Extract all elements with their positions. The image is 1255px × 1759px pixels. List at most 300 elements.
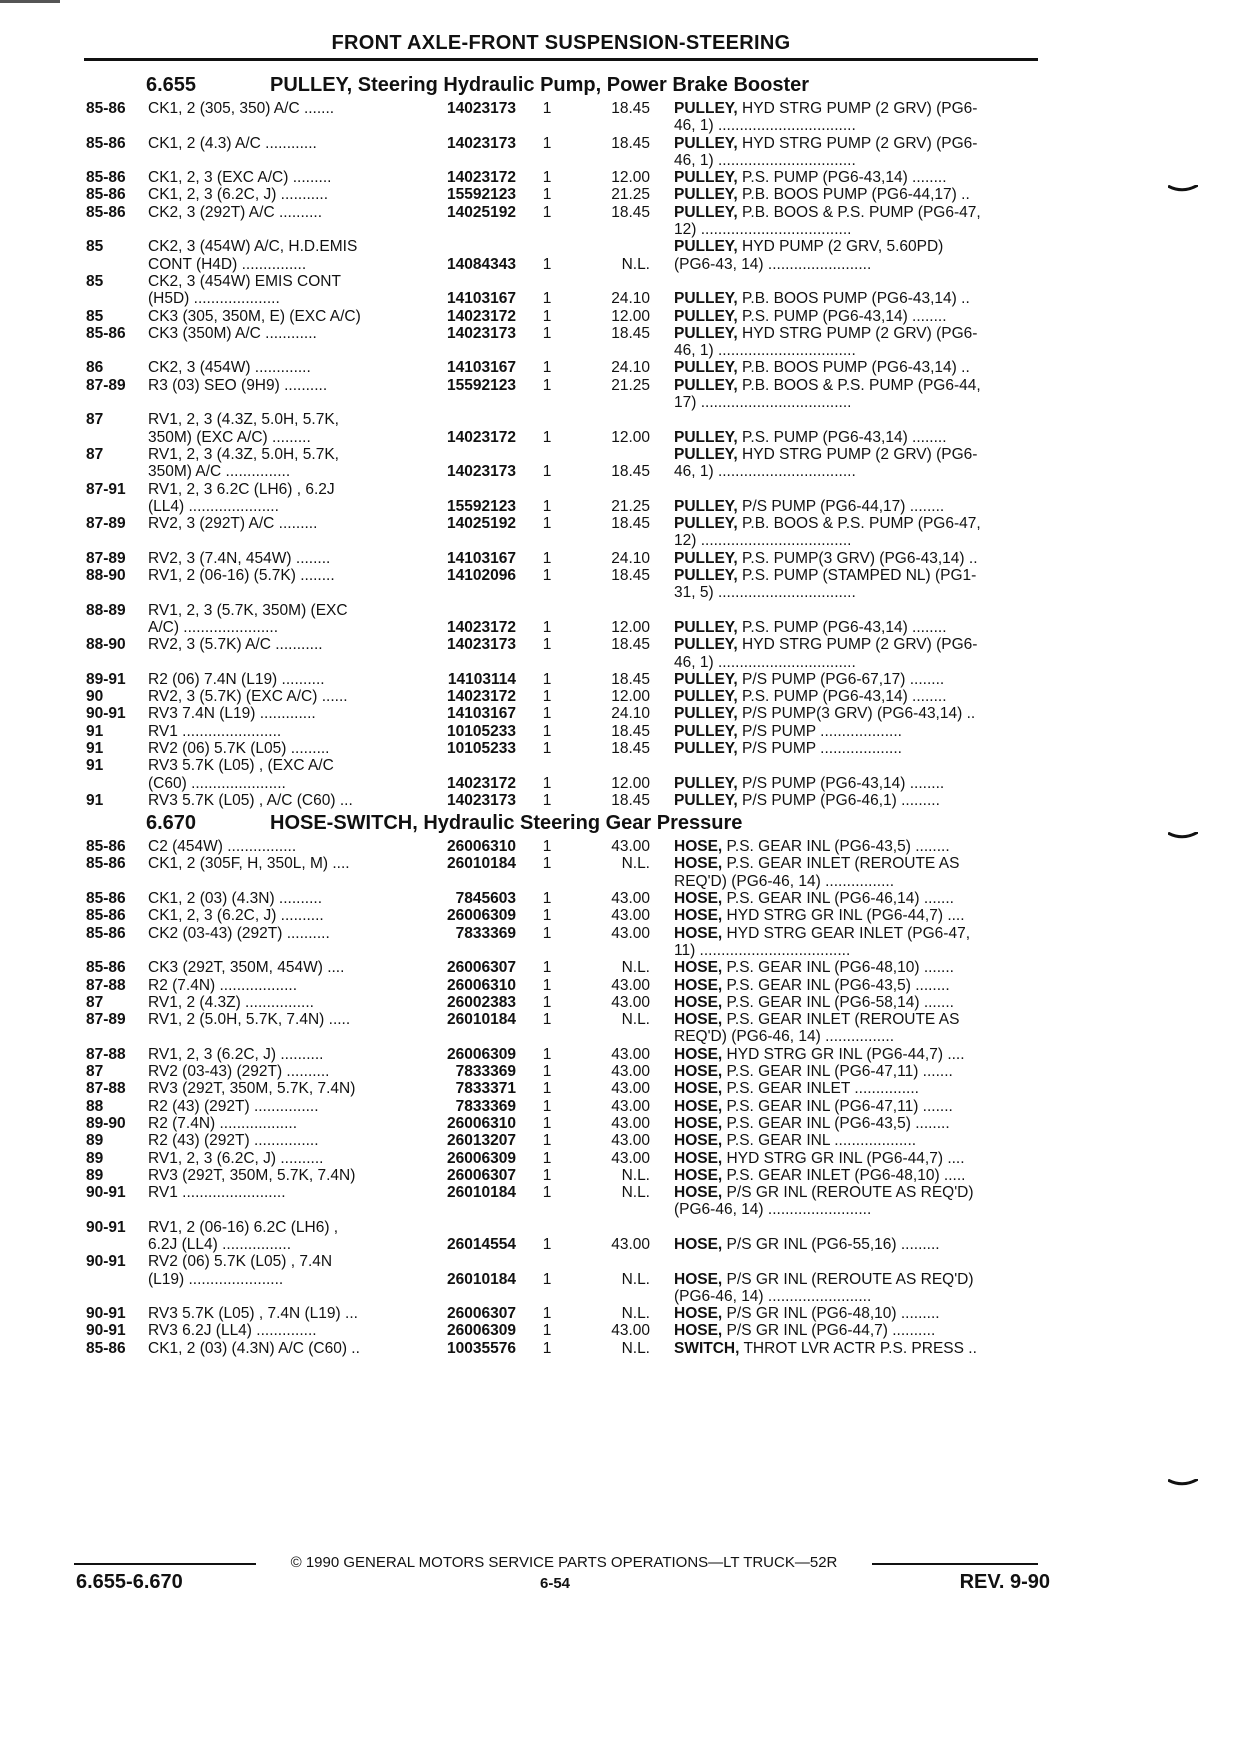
model-years: 91 — [86, 757, 104, 775]
model-application — [148, 1150, 468, 1167]
price: 18.45 — [611, 739, 650, 757]
description-text: HYD STRG GEAR INLET (PG6-47, — [726, 924, 971, 942]
description-text: P.S. PUMP(3 GRV) (PG6-43,14) .. — [742, 549, 978, 567]
model-line: CK1, 2 (4.3) A/C ............ — [148, 134, 317, 152]
model-application — [148, 994, 468, 1011]
description-line — [674, 890, 1042, 907]
description-line — [674, 1115, 1042, 1132]
model-years: 87-89 — [86, 376, 126, 394]
quantity: 1 — [542, 428, 552, 446]
part-row — [86, 602, 1044, 637]
description-line — [674, 359, 1042, 376]
description-noun: HOSE, — [674, 1097, 723, 1115]
model-application — [148, 838, 468, 855]
part-number: 14102096 — [447, 567, 516, 585]
model-line: RV1, 2 (06-16) 6.2C (LH6) , — [148, 1218, 339, 1236]
description-noun: PULLEY, — [674, 549, 738, 567]
quantity: 1 — [542, 993, 552, 1011]
description-text: P.S. PUMP (PG6-43,14) ........ — [742, 688, 947, 706]
description-text: (PG6-46, 14) ........................ — [674, 1287, 872, 1305]
description-line — [674, 325, 1042, 342]
model-line: RV3 7.4N (L19) ............. — [148, 705, 316, 723]
description-noun: PULLEY, — [674, 618, 738, 636]
model-years: 87-88 — [86, 1080, 126, 1098]
part-row — [86, 792, 1044, 809]
model-application — [148, 515, 468, 532]
part-description — [674, 1150, 1042, 1167]
binder-hole-mark-icon — [1168, 185, 1198, 193]
part-description — [674, 1184, 1042, 1219]
model-line: RV2 (06) 5.7K (L05) ......... — [148, 739, 330, 757]
description-noun: PULLEY, — [674, 290, 738, 308]
description-text: HYD STRG PUMP (2 GRV) (PG6- — [742, 134, 978, 152]
model-application — [148, 1184, 468, 1201]
part-description — [674, 169, 1042, 186]
description-text: 46, 1) ................................ — [674, 151, 856, 169]
description-noun: PULLEY, — [674, 774, 738, 792]
price: 43.00 — [611, 1063, 650, 1081]
quantity: 1 — [542, 203, 552, 221]
description-noun: HOSE, — [674, 1063, 723, 1081]
part-description — [674, 959, 1042, 976]
part-number: 14084343 — [447, 255, 516, 273]
quantity: 1 — [542, 463, 552, 481]
quantity: 1 — [542, 855, 552, 873]
model-line: R2 (43) (292T) ............... — [148, 1097, 319, 1115]
quantity: 1 — [542, 959, 552, 977]
part-row — [86, 1080, 1044, 1097]
price: 12.00 — [611, 774, 650, 792]
description-line — [674, 1219, 1042, 1236]
model-years: 88-89 — [86, 601, 126, 619]
part-number: 14023172 — [447, 307, 516, 325]
part-description — [674, 446, 1042, 481]
model-line: CK2, 3 (292T) A/C .......... — [148, 203, 323, 221]
quantity: 1 — [542, 739, 552, 757]
model-line: CK1, 2, 3 (6.2C, J) .......... — [148, 907, 324, 925]
binder-hole-mark-icon — [1168, 1479, 1198, 1487]
description-noun: HOSE, — [674, 1045, 723, 1063]
model-line: RV1, 2 (06-16) (5.7K) ........ — [148, 567, 335, 585]
part-description — [674, 907, 1042, 924]
description-line — [674, 907, 1042, 924]
price: N.L. — [621, 1011, 650, 1029]
footer-page-number: 6-54 — [539, 1575, 571, 1592]
price: 18.45 — [611, 463, 650, 481]
description-text: 46, 1) ................................ — [674, 653, 856, 671]
model-line: RV1, 2, 3 (5.7K, 350M) (EXC — [148, 601, 348, 619]
description-text: HYD STRG GR INL (PG6-44,7) .... — [726, 1045, 965, 1063]
model-years: 85 — [86, 307, 104, 325]
description-line — [674, 740, 1042, 757]
model-application — [148, 602, 468, 637]
price: 12.00 — [611, 688, 650, 706]
model-application — [148, 204, 468, 221]
model-application — [148, 411, 468, 446]
model-years: 85-86 — [86, 100, 126, 117]
description-text: P/S GR INL (PG6-44,7) .......... — [726, 1322, 936, 1340]
description-line — [674, 1322, 1042, 1339]
price: N.L. — [621, 855, 650, 873]
model-years: 89-91 — [86, 670, 126, 688]
model-line: RV3 (292T, 350M, 5.7K, 7.4N) — [148, 1080, 356, 1098]
part-row — [86, 723, 1044, 740]
description-text: HYD STRG PUMP (2 GRV) (PG6- — [742, 445, 978, 463]
part-number: 26006310 — [447, 976, 516, 994]
price: 43.00 — [611, 838, 650, 856]
description-text: P/S PUMP (PG6-46,1) ......... — [742, 791, 940, 809]
part-number: 26006307 — [447, 1305, 516, 1323]
part-row — [86, 838, 1044, 855]
part-row — [86, 1219, 1044, 1254]
part-number: 26006309 — [447, 907, 516, 925]
model-years: 90-91 — [86, 705, 126, 723]
quantity: 1 — [542, 134, 552, 152]
model-line: CK2, 3 (454W) ............. — [148, 359, 311, 377]
model-years: 85-86 — [86, 324, 126, 342]
price: 18.45 — [611, 567, 650, 585]
quantity: 1 — [542, 1097, 552, 1115]
description-text: 46, 1) ................................ — [674, 342, 856, 360]
model-years: 87-88 — [86, 1045, 126, 1063]
quantity: 1 — [542, 1305, 552, 1323]
description-noun: PULLEY, — [674, 169, 738, 187]
quantity: 1 — [542, 976, 552, 994]
description-noun: HOSE, — [674, 1149, 723, 1167]
description-line — [674, 1201, 1042, 1218]
part-row — [86, 100, 1044, 135]
quantity: 1 — [542, 791, 552, 809]
description-line — [674, 1236, 1042, 1253]
description-line — [674, 463, 1042, 480]
footer-copyright: © 1990 GENERAL MOTORS SERVICE PARTS OPERATIONS—LT TRUCK—52R — [290, 1554, 838, 1571]
description-line — [674, 705, 1042, 722]
model-application — [148, 273, 468, 308]
part-row — [86, 890, 1044, 907]
model-years: 89 — [86, 1149, 104, 1167]
quantity: 1 — [542, 359, 552, 377]
model-years: 87 — [86, 1063, 104, 1081]
description-line — [674, 654, 1042, 671]
part-number: 15592123 — [447, 186, 516, 204]
model-years: 91 — [86, 791, 104, 809]
part-number: 26002383 — [447, 993, 516, 1011]
model-years: 90-91 — [86, 1322, 126, 1340]
description-noun: HOSE, — [674, 1080, 723, 1098]
quantity: 1 — [542, 186, 552, 204]
part-description — [674, 688, 1042, 705]
description-text: P/S GR INL (PG6-55,16) ......... — [726, 1236, 940, 1253]
scan-edge-mark — [0, 0, 60, 3]
part-description — [674, 1340, 1042, 1357]
description-noun: PULLEY, — [674, 100, 738, 117]
model-line: RV2, 3 (7.4N, 454W) ........ — [148, 549, 331, 567]
quantity: 1 — [542, 1339, 552, 1357]
description-text: HYD STRG PUMP (2 GRV) (PG6- — [742, 636, 978, 654]
description-line — [674, 838, 1042, 855]
model-application — [148, 100, 468, 117]
price: 43.00 — [611, 907, 650, 925]
model-years: 89-90 — [86, 1114, 126, 1132]
model-application — [148, 238, 468, 273]
part-row — [86, 481, 1044, 516]
part-row — [86, 994, 1044, 1011]
model-line: CONT (H4D) ............... — [148, 255, 307, 273]
part-number: 7833369 — [455, 924, 516, 942]
price: 18.45 — [611, 722, 650, 740]
part-description — [674, 1322, 1042, 1339]
description-line — [674, 1167, 1042, 1184]
part-number: 26006309 — [447, 1045, 516, 1063]
description-text: 31, 5) ................................ — [674, 584, 856, 602]
description-line — [674, 792, 1042, 809]
model-application — [148, 1098, 468, 1115]
description-line — [674, 1253, 1042, 1270]
model-application — [148, 550, 468, 567]
model-line: RV2 (06) 5.7K (L05) , 7.4N — [148, 1253, 333, 1271]
part-description — [674, 994, 1042, 1011]
price: 18.45 — [611, 134, 650, 152]
section-heading — [86, 74, 1044, 97]
part-row — [86, 977, 1044, 994]
description-noun: PULLEY, — [674, 324, 738, 342]
part-row — [86, 325, 1044, 360]
model-application — [148, 907, 468, 924]
description-line — [674, 256, 1042, 273]
description-text: 46, 1) ................................ — [674, 463, 856, 481]
part-number: 26006309 — [447, 1149, 516, 1167]
part-description — [674, 498, 1042, 515]
part-description — [674, 290, 1042, 307]
part-description — [674, 325, 1042, 360]
part-description — [674, 359, 1042, 376]
description-noun: HOSE, — [674, 1270, 723, 1288]
part-description — [674, 238, 1042, 273]
description-noun: PULLEY, — [674, 722, 738, 740]
description-text: P/S PUMP(3 GRV) (PG6-43,14) .. — [742, 705, 976, 723]
description-noun: HOSE, — [674, 993, 723, 1011]
price: 24.10 — [611, 359, 650, 377]
description-text: P.B. BOOS PUMP (PG6-44,17) .. — [742, 186, 970, 204]
part-number: 10105233 — [447, 739, 516, 757]
quantity: 1 — [542, 618, 552, 636]
description-line — [674, 1305, 1042, 1322]
description-line — [674, 394, 1042, 411]
model-line: RV1, 2, 3 (4.3Z, 5.0H, 5.7K, — [148, 445, 339, 463]
quantity: 1 — [542, 307, 552, 325]
description-text: P.S. GEAR INLET (PG6-48,10) ..... — [726, 1166, 966, 1184]
part-number: 15592123 — [447, 376, 516, 394]
part-number: 26010184 — [447, 1184, 516, 1202]
quantity: 1 — [542, 515, 552, 533]
description-text: P/S GR INL (PG6-48,10) ......... — [726, 1305, 940, 1323]
model-line: RV2 (03-43) (292T) .......... — [148, 1063, 330, 1081]
part-description — [674, 1253, 1042, 1305]
model-application — [148, 740, 468, 757]
description-text: P.S. PUMP (PG6-43,14) ........ — [742, 307, 947, 325]
part-row — [86, 757, 1044, 792]
quantity: 1 — [542, 774, 552, 792]
model-application — [148, 855, 468, 872]
model-application — [148, 1046, 468, 1063]
description-noun: PULLEY, — [674, 428, 738, 446]
description-noun: PULLEY, — [674, 497, 738, 515]
quantity: 1 — [542, 1080, 552, 1098]
header-rule — [84, 58, 1038, 61]
part-number: 14103167 — [447, 705, 516, 723]
part-number: 26006310 — [447, 838, 516, 856]
price: N.L. — [621, 255, 650, 273]
model-line: R2 (7.4N) .................. — [148, 1114, 298, 1132]
description-line — [674, 446, 1042, 463]
quantity: 1 — [542, 1270, 552, 1288]
part-description — [674, 429, 1042, 446]
part-description — [674, 890, 1042, 907]
part-number: 14023172 — [447, 688, 516, 706]
price: N.L. — [621, 1184, 650, 1202]
description-text: P.S. GEAR INLET (REROUTE AS — [726, 855, 960, 873]
model-line: RV1, 2, 3 (6.2C, J) .......... — [148, 1149, 324, 1167]
quantity: 1 — [542, 688, 552, 706]
description-text: P/S PUMP (PG6-43,14) ........ — [742, 774, 945, 792]
model-application — [148, 925, 468, 942]
part-description — [674, 204, 1042, 239]
quantity: 1 — [542, 636, 552, 654]
model-years: 85-86 — [86, 855, 126, 873]
model-years: 85 — [86, 272, 104, 290]
part-description — [674, 925, 1042, 960]
part-number: 14023173 — [447, 100, 516, 117]
part-row — [86, 705, 1044, 722]
model-application — [148, 1305, 468, 1322]
part-description — [674, 308, 1042, 325]
description-text: P/S PUMP ................... — [742, 722, 902, 740]
model-years: 90-91 — [86, 1305, 126, 1323]
model-line: RV1 ........................ — [148, 1184, 286, 1202]
part-row — [86, 273, 1044, 308]
description-noun: HOSE, — [674, 855, 723, 873]
quantity: 1 — [542, 1236, 552, 1253]
description-text: HYD PUMP (2 GRV, 5.60PD) — [742, 238, 944, 256]
price: 12.00 — [611, 618, 650, 636]
price: 43.00 — [611, 1149, 650, 1167]
part-row — [86, 204, 1044, 239]
description-text: 12) ................................... — [674, 221, 852, 239]
description-noun: PULLEY, — [674, 307, 738, 325]
model-line: CK2, 3 (454W) EMIS CONT — [148, 272, 341, 290]
description-text: P.S. GEAR INLET (REROUTE AS — [726, 1011, 960, 1029]
model-line: CK3 (305, 350M, E) (EXC A/C) — [148, 307, 361, 325]
description-text: HYD STRG PUMP (2 GRV) (PG6- — [742, 324, 978, 342]
part-description — [674, 757, 1042, 792]
description-text: P/S PUMP ................... — [742, 739, 902, 757]
part-number: 26010184 — [447, 1270, 516, 1288]
description-text: THROT LVR ACTR P.S. PRESS .. — [743, 1339, 977, 1357]
part-row — [86, 1011, 1044, 1046]
part-number: 14103114 — [447, 670, 516, 688]
model-years: 85-86 — [86, 169, 126, 187]
description-line — [674, 1028, 1042, 1045]
description-line — [674, 1132, 1042, 1149]
description-line — [674, 221, 1042, 238]
model-years: 85-86 — [86, 890, 126, 908]
description-noun: HOSE, — [674, 976, 723, 994]
parts-listing — [86, 74, 1044, 1360]
model-line: RV2, 3 (292T) A/C ......... — [148, 515, 318, 533]
description-text: P.S. GEAR INL (PG6-46,14) ....... — [726, 890, 954, 908]
quantity: 1 — [542, 169, 552, 187]
description-text: P.S. GEAR INL (PG6-58,14) ....... — [726, 993, 954, 1011]
model-application — [148, 377, 468, 394]
model-application — [148, 567, 468, 584]
description-line — [674, 1063, 1042, 1080]
part-number: 14023172 — [447, 618, 516, 636]
quantity: 1 — [542, 1184, 552, 1202]
description-noun: PULLEY, — [674, 567, 738, 585]
description-text: P.S. PUMP (PG6-43,14) ........ — [742, 169, 947, 187]
description-text: 17) ................................... — [674, 394, 852, 412]
price: 43.00 — [611, 1132, 650, 1150]
part-row — [86, 1063, 1044, 1080]
description-text: (PG6-46, 14) ........................ — [674, 1201, 872, 1219]
part-description — [674, 671, 1042, 688]
price: 24.10 — [611, 549, 650, 567]
part-description — [674, 1115, 1042, 1132]
price: 21.25 — [611, 497, 650, 515]
price: 12.00 — [611, 169, 650, 187]
model-application — [148, 792, 468, 809]
part-description — [674, 515, 1042, 550]
model-line: R2 (06) 7.4N (L19) .......... — [148, 670, 325, 688]
part-description — [674, 135, 1042, 170]
part-description — [674, 186, 1042, 203]
description-noun: HOSE, — [674, 838, 723, 856]
model-application — [148, 1322, 468, 1339]
description-noun: PULLEY, — [674, 739, 738, 757]
model-line: RV3 (292T, 350M, 5.7K, 7.4N) — [148, 1166, 356, 1184]
model-application — [148, 186, 468, 203]
part-number: 7833369 — [455, 1063, 516, 1081]
quantity: 1 — [542, 924, 552, 942]
description-noun: HOSE, — [674, 907, 723, 925]
binder-hole-mark-icon — [1168, 832, 1198, 840]
quantity: 1 — [542, 255, 552, 273]
quantity: 1 — [542, 100, 552, 117]
model-application — [148, 671, 468, 688]
part-description — [674, 1011, 1042, 1046]
footer-rule-right — [872, 1563, 1038, 1565]
description-noun: PULLEY, — [674, 445, 738, 463]
quantity: 1 — [542, 324, 552, 342]
description-noun: PULLEY, — [674, 203, 738, 221]
footer-section-ref: 6.655-6.670 — [76, 1571, 183, 1593]
part-row — [86, 550, 1044, 567]
price: 43.00 — [611, 1114, 650, 1132]
model-line: 350M) A/C ............... — [148, 463, 291, 481]
section-number: 6.670 — [146, 812, 197, 835]
model-years: 88 — [86, 1097, 104, 1115]
description-line — [674, 1271, 1042, 1288]
section-number: 6.655 — [146, 74, 197, 96]
description-noun: SWITCH, — [674, 1339, 740, 1357]
model-years: 89 — [86, 1132, 104, 1150]
model-years: 87-89 — [86, 1011, 126, 1029]
model-line: RV1 ....................... — [148, 722, 282, 740]
part-description — [674, 1167, 1042, 1184]
price: 18.45 — [611, 791, 650, 809]
part-row — [86, 567, 1044, 602]
description-text: P.B. BOOS & P.S. PUMP (PG6-44, — [742, 376, 981, 394]
